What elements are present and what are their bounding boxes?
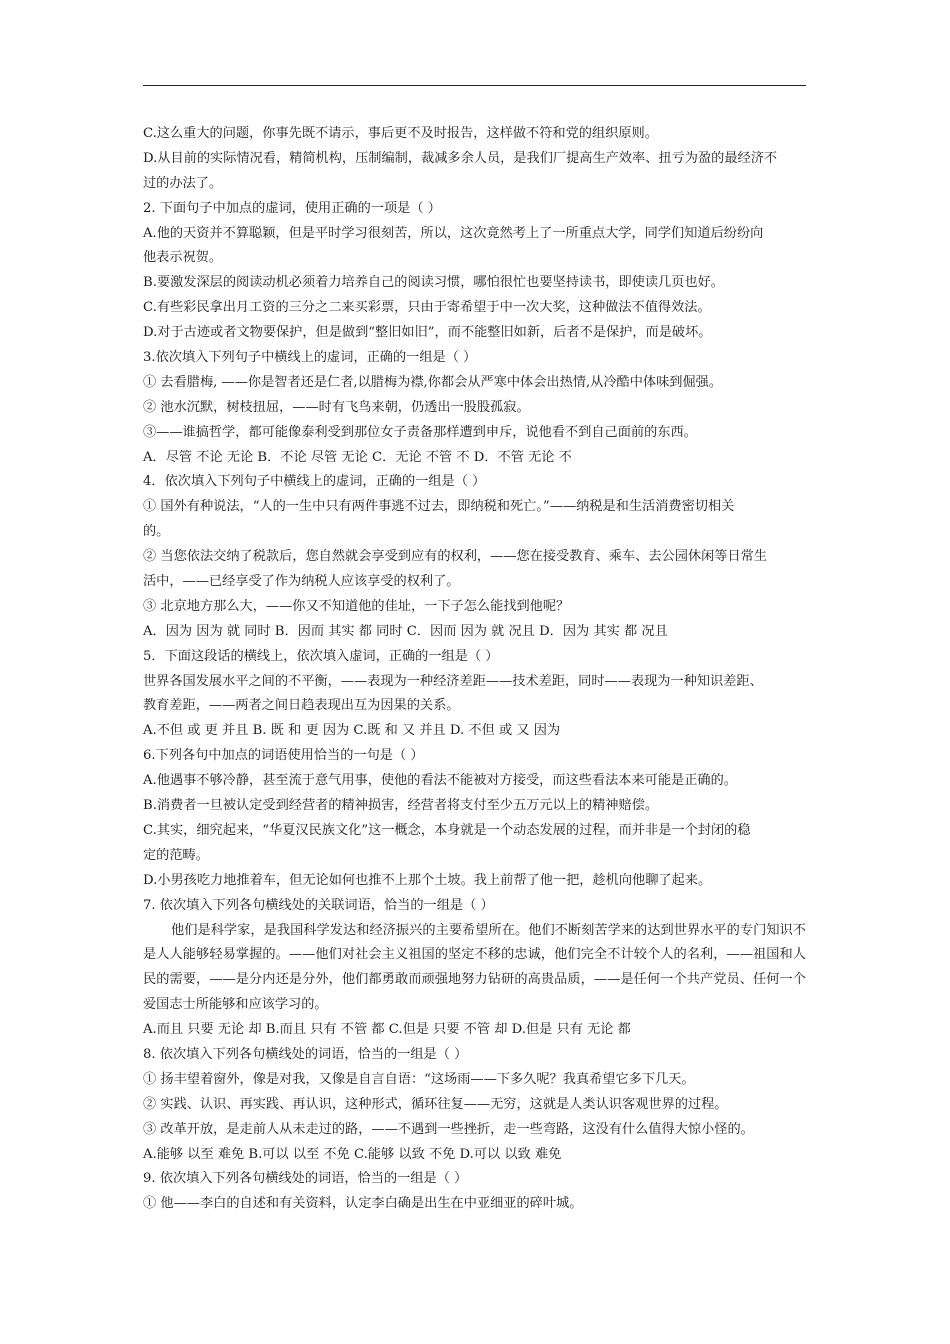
- answer-options: A.而且 只要 无论 却 B.而且 只有 不管 都 C.但是 只要 不管 却 D.但是 只有 无论 都: [143, 1022, 631, 1038]
- text-line: C.这么重大的问题，你事先既不请示，事后更不及时报告，这样做不符和党的组织原则。: [143, 126, 658, 141]
- text-line: B.要激发深层的阅读动机必须着力培养自己的阅读习惯，哪怕很忙也要坚持读书，即使读几页也好。: [143, 275, 724, 291]
- text-line: D.小男孩吃力地推着车，但无论如何也推不上那个土坡。我上前帮了他一把，趁机向他聊了起来。: [143, 872, 712, 888]
- question-heading: 6.下列各句中加点的词语使用恰当的一句是（ ）: [143, 748, 424, 764]
- question-heading: 2. 下面句子中加点的虚词，使用正确的一项是（ ）: [143, 200, 441, 216]
- text-line: ③——谁搞哲学，都可能像泰利受到那位女子责备那样遭到申斥，说他看不到自己面前的东西。: [143, 424, 697, 440]
- text-line: ① 他——李白的自述和有关资料，认定李白确是出生在中亚细亚的碎叶城。: [143, 1196, 583, 1212]
- text-line: A.他遇事不够冷静，甚至流于意气用事，使他的看法不能被对方接受，而这些看法本来可能是正确的。: [143, 773, 737, 789]
- passage-paragraph: 他们是科学家，是我国科学发达和经济振兴的主要希望所在。他们不断刻苦学来的达到世界水平的专门知识不是人人能够轻易掌握的。——他们对社会主义祖国的坚定不移的忠诚，他们完全不计较个人的名利，——祖国和人民的需要，——是分内还是分外，他们都勇敢而顽强地努力钻研的高贵品质，——是任何一个共产党员、任何一个爱国志士所能够和应该学习的。: [143, 922, 806, 1013]
- text-line: ② 当您依法交纳了税款后，您自然就会享受到应有的权利，——您在接受教育、乘车、去公园休闲等日常生: [143, 549, 768, 565]
- text-line: ③ 改革开放，是走前人从未走过的路，——不遇到一些挫折，走一些弯路，这没有什么值得大惊小怪的。: [143, 1121, 754, 1137]
- answer-options: A.能够 以至 难免 B.可以 以至 不免 C.能够 以致 不免 D.可以 以致 难免: [143, 1146, 562, 1162]
- text-line: ② 实践、认识、再实践、再认识，这种形式，循环往复——无穷，这就是人类认识客观世界的过程。: [143, 1096, 728, 1112]
- text-line: 活中，——已经享受了作为纳税人应该享受的权利了。: [143, 574, 460, 590]
- text-line: C.其实，细究起来，“华夏汉民族文化”这一概念，本身就是一个动态发展的过程，而并非是一个封闭的稳: [143, 822, 751, 838]
- text-line: 定的范畴。: [143, 847, 209, 863]
- header-rule: [143, 85, 806, 86]
- text-line: D.从目前的实际情况看，精简机构，压制编制，裁减多余人员，是我们厂提高生产效率、扭亏为盈的最经济不: [143, 150, 778, 166]
- document-body: [143, 122, 806, 1217]
- question-heading: 3.依次填入下列句子中横线上的虚词，正确的一组是（ ）: [143, 350, 477, 366]
- question-heading: 4．依次填入下列句子中横线上的虚词，正确的一组是（ ）: [143, 474, 486, 490]
- answer-options: A.不但 或 更 并且 B. 既 和 更 因为 C.既 和 又 并且 D. 不但 或 又 因为: [143, 723, 561, 739]
- text-line: B.消费者一旦被认定受到经营者的精神损害，经营者将支付至少五万元以上的精神赔偿。: [143, 798, 659, 814]
- text-line: C.有些彩民拿出月工资的三分之二来买彩票，只由于寄希望于中一次大奖，这种做法不值得效法。: [143, 300, 711, 316]
- text-line: ② 池水沉默，树枝扭屈，——时有飞鸟来朝，仍透出一股股孤寂。: [143, 399, 530, 415]
- text-line: ③ 北京地方那么大，——你又不知道他的佳址，一下子怎么能找到他呢？: [143, 598, 570, 614]
- text-line: ① 去看腊梅, ——你是智者还是仁者,以腊梅为襟,你都会从严寒中体会出热情,从冷酷中体味到倔强。: [143, 374, 723, 390]
- text-line: ① 国外有种说法，“人的一生中只有两件事逃不过去，即纳税和死亡。”——纳税是和生活消费密切相关: [143, 499, 735, 515]
- text-line: D.对于古迹或者文物要保护，但是做到“整旧如旧”，而不能整旧如新，后者不是保护，而是破坏。: [143, 325, 712, 341]
- text-line: 教育差距，——两者之间日趋表现出互为因果的关系。: [143, 698, 460, 714]
- question-heading: 9. 依次填入下列各句横线处的词语，恰当的一组是（ ）: [143, 1171, 468, 1187]
- question-heading: 5．下面这段话的横线上，依次填入虚词，正确的一组是（ ）: [143, 648, 499, 664]
- text-line: 世界各国发展水平之间的不平衡，——表现为一种经济差距——技术差距，同时——表现为一种知识差距、: [143, 673, 763, 689]
- text-line: 的。: [143, 524, 170, 540]
- answer-options: A．因为 因为 就 同时 B．因而 其实 都 同时 C．因而 因为 就 况且 D．因为 其实 都 况且: [143, 623, 668, 639]
- question-heading: 7. 依次填入下列各句横线处的关联词语，恰当的一组是（ ）: [143, 897, 494, 913]
- answer-options: A．尽管 不论 无论 B．不论 尽管 无论 C．无论 不管 不 D．不管 无论 不: [143, 449, 572, 465]
- text-line: 他表示祝贺。: [143, 250, 223, 266]
- question-heading: 8. 依次填入下列各句横线处的词语，恰当的一组是（ ）: [143, 1047, 468, 1063]
- text-line: ① 扬丰望着窗外，像是对我，又像是自言自语：“这场雨——下多久呢？我真希望它多下几天。: [143, 1071, 695, 1087]
- text-line: 过的办法了。: [143, 175, 223, 191]
- text-line: A.他的天资并不算聪颖，但是平时学习很刻苦，所以，这次竟然考上了一所重点大学，同学们知道后纷纷向: [143, 225, 764, 241]
